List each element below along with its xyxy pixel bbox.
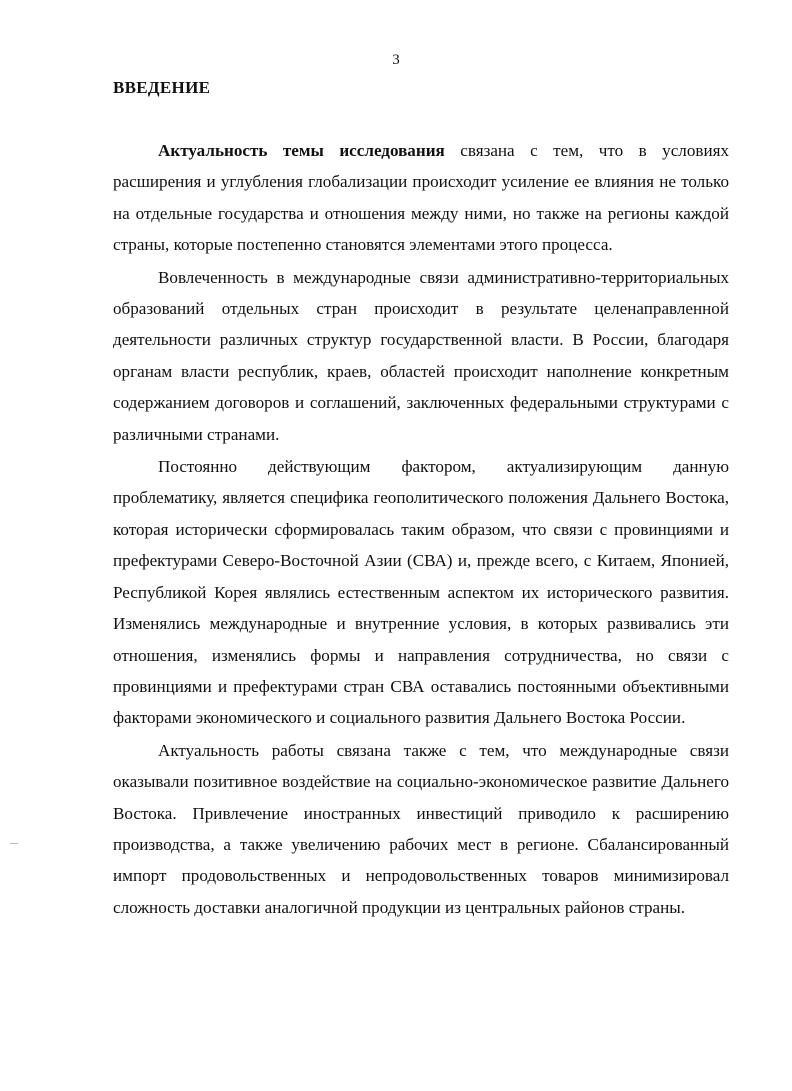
paragraph-relevance [113,135,729,261]
paragraph-economic-impact [113,735,729,923]
paragraph-text: связана с тем, что в условиях расширения и углубления глобализации происходит усиление ее влияния не только на отдельные государства и отношения между ними, но также на регионы каждой страны, которые постепенно становятся элементами этого процесса. [113,141,730,255]
section-heading: ВВЕДЕНИЕ [113,78,211,97]
body-text [113,135,729,923]
scan-margin-mark [10,843,18,844]
paragraph-geopolitical-factor [113,451,729,734]
paragraph-text: Вовлеченность в международные связи административно-территориальных образований отдельных стран происходит в результате целенаправленной деятельности различных структур государственной власти. В России, благодаря органам власти республик, краев, областей происходит наполнение конкретным содержанием договоров и соглашений, заключенных федеральными структурами с различными странами. [113,267,729,444]
paragraph-lead-bold: Актуальность темы исследования [158,141,445,160]
page-number: 3 [392,52,400,68]
paragraph-text: Актуальность работы связана также с тем, что международные связи оказывали позитивное воздействие на социально-экономическое развитие Дальнего Востока. Привлечение иностранных инвестиций приводило к расширению производства, а также увеличению рабочих мест в регионе. Сбалансированный импорт продовольственных и непродовольственных товаров минимизировал сложность доставки аналогичной продукции из центральных районов страны. [113,740,729,917]
paragraph-text: Постоянно действующим фактором, актуализирующим данную проблематику, является специфика геополитического положения Дальнего Востока, которая исторически сформировалась таким образом, что связи с провинциями и префектурами Северо-Восточной Азии (СВА) и, прежде всего, с Китаем, Японией, Республикой Корея являлись естественным аспектом их исторического развития. Изменялись международные и внутренние условия, в которых развивались эти отношения, изменялись формы и направления сотрудничества, но связи с провинциями и префектурами стран СВА оставались постоянными объективными факторами экономического и социального развития Дальнего Востока России. [113,457,729,728]
paragraph-involvement [113,262,729,450]
